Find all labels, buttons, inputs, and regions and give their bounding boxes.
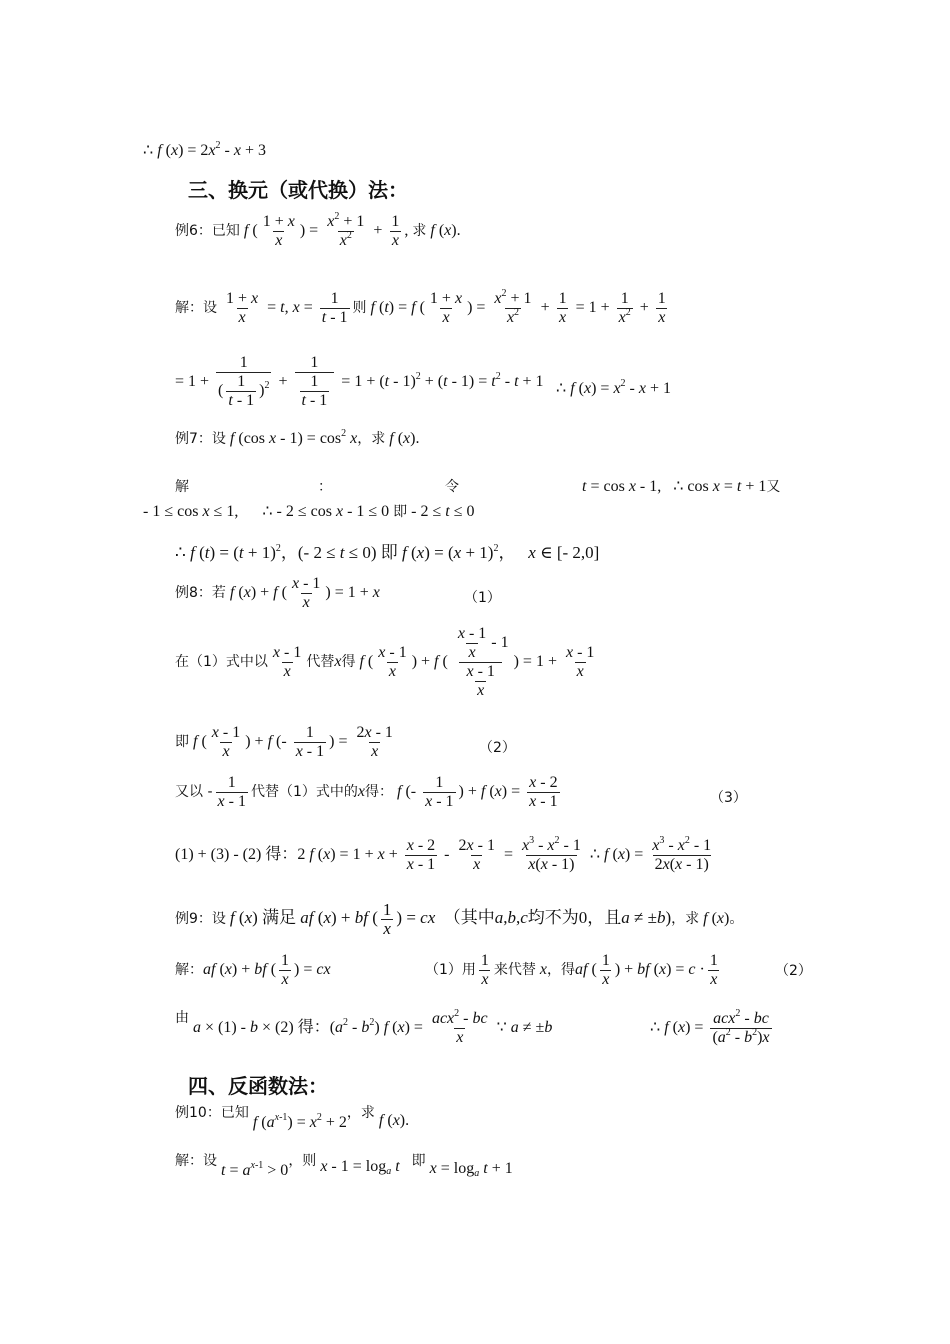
sol9-eq-number-2: （2） [775, 963, 812, 979]
sol7-ling: 令 [445, 479, 459, 495]
section-heading-3: 三、换元（或代换）法： [188, 178, 408, 202]
eq-number-1: （1） [464, 590, 501, 606]
section-heading-4: 四、反函数法： [188, 1074, 328, 1098]
example-6 [175, 213, 461, 250]
result-line: ∴ f $(x) = 2x^2 - x + 3$ [143, 140, 267, 159]
eq-number-3: （3） [710, 790, 747, 806]
solution-6 [175, 290, 671, 327]
ex8-line-b: 即 f ( $\frac{x - 1}{x}$ ) + f (- $\frac{1}{x - 1}$ ) = $\frac{2x - 1}{x}$ [175, 724, 393, 760]
example-8: 例8：若 f (x) + f ( $\frac{x - 1}{x}$ ) = 1 + x [175, 575, 380, 611]
ex6-label: 例6：已知 [175, 223, 240, 240]
ex8-line-c: 又以 - $\frac{1}{x - 1}$ 代替（1）式中的x得： f (- $\frac{1}{x - 1}$ ) + f (x) = $\frac{x - 2}{x - 1}$ [175, 774, 558, 810]
sol9-line-c: 由 a × (1) - b × (2) 得：$(a^2 - b^2)$ f (x) = acx$^2$ - bc x ∵ a ≠ ±b [175, 1008, 553, 1046]
ex8-line-a: 在（1）式中以 $\frac{x - 1}{x}$ 代替x得 f ( $\frac{x - 1}{x}$ ) + f ( $\frac{x - 1}{x}$ - 1 $\frac{x - 1}{x}$ ) = 1 + $\frac{x - 1}{x}$ [175, 625, 595, 699]
solution-10: 解：设 $t = a^{x-1} > 0$，则 $x - 1 = \log_a t$ 即 $x = \log_a t + 1$ [175, 1153, 513, 1179]
sol7-line-a: t = cos x - 1, ∴ cos x = t + 1又 [582, 478, 781, 495]
sol7-line-b: - 1 ≤ cos x ≤ 1, ∴ - 2 ≤ cos x - 1 ≤ 0 即 - 2 ≤ t ≤ 0 [143, 503, 475, 520]
sol9-line-a: 解：af (x) + bf ( $\frac{1}{x}$ ) = cx [175, 952, 331, 988]
example-10: 例10：已知 f $(a^{x-1}) = x^2 + 2$，求 f (x). [175, 1105, 410, 1131]
sol6-formula-a: $\frac{1 + x}{x}$ = t, x = $\frac{1}{t - 1}$ 则 f (t) = f ( $\frac{1 + x}{x}$ ) = $\frac{x^2 + 1}{x^2}$ + $\frac{1}{x}$ = 1 + $\frac{1}{x^2}$ + $\frac{1}{x}$ [226, 288, 666, 326]
sol6-result: ∴ f $(x) = x^2 - x + 1$ [556, 378, 672, 397]
sol9-line-b: （1）用 $\frac{1}{x}$ 来代替 x，得af ( $\frac{1}{x}$ ) + bf (x) = c · $\frac{1}{x}$ [425, 952, 718, 988]
sol7-label: 解 [175, 479, 189, 495]
sol7-colon: ： [318, 479, 332, 495]
example-9: 例9：设 f (x) 满足 af (x) + bf ( $\frac{1}{x}$ ) = cx （其中a,b,c均不为0，且a ≠ ±b)，求 f (x)。 [175, 900, 744, 938]
ex6-formula: f ( $\frac{1 + x}{x}$ ) = $\frac{x^2 + 1}{x^2}$ + $\frac{1}{x}$ , 求 f (x). [243, 211, 461, 249]
ex8-line-d: (1) + (3) - (2) 得：2 f (x) = 1 + x + $\frac{x - 2}{x - 1}$ - $\frac{2x - 1}{x}$ = $\frac{x^3 - x^2 - 1}{x(x - 1)}$ ∴ f (x) = $\frac{x^3 - x^2 - 1}{2x(x - 1)}$ [175, 835, 712, 873]
example-7: 例7：设 f (cos $x - 1) = \cos^2 x$，求 f (x). [175, 428, 420, 447]
eq-number-2: （2） [479, 740, 516, 756]
sol9-result: ∴ f (x) = acx$^2$ - bc $(a^2 - b^2)x$ [650, 1008, 770, 1046]
sol7-line-c: ∴ f $(t) = (t + 1)^2$，(- 2 ≤ t ≤ 0) 即 f $(x) = (x + 1)^2$， x ∈ [- 2,0] [175, 543, 600, 562]
sol6-formula-b: = 1 + 1 ( $\frac{1}{t - 1}$ )$^2$ + $\frac{1}{\frac{1}{t - 1}}$ = $1 + (t - 1)^2 + (t - 1) = t^2 - t + 1$ [175, 354, 544, 409]
sol6-label: 解：设 [175, 300, 217, 317]
